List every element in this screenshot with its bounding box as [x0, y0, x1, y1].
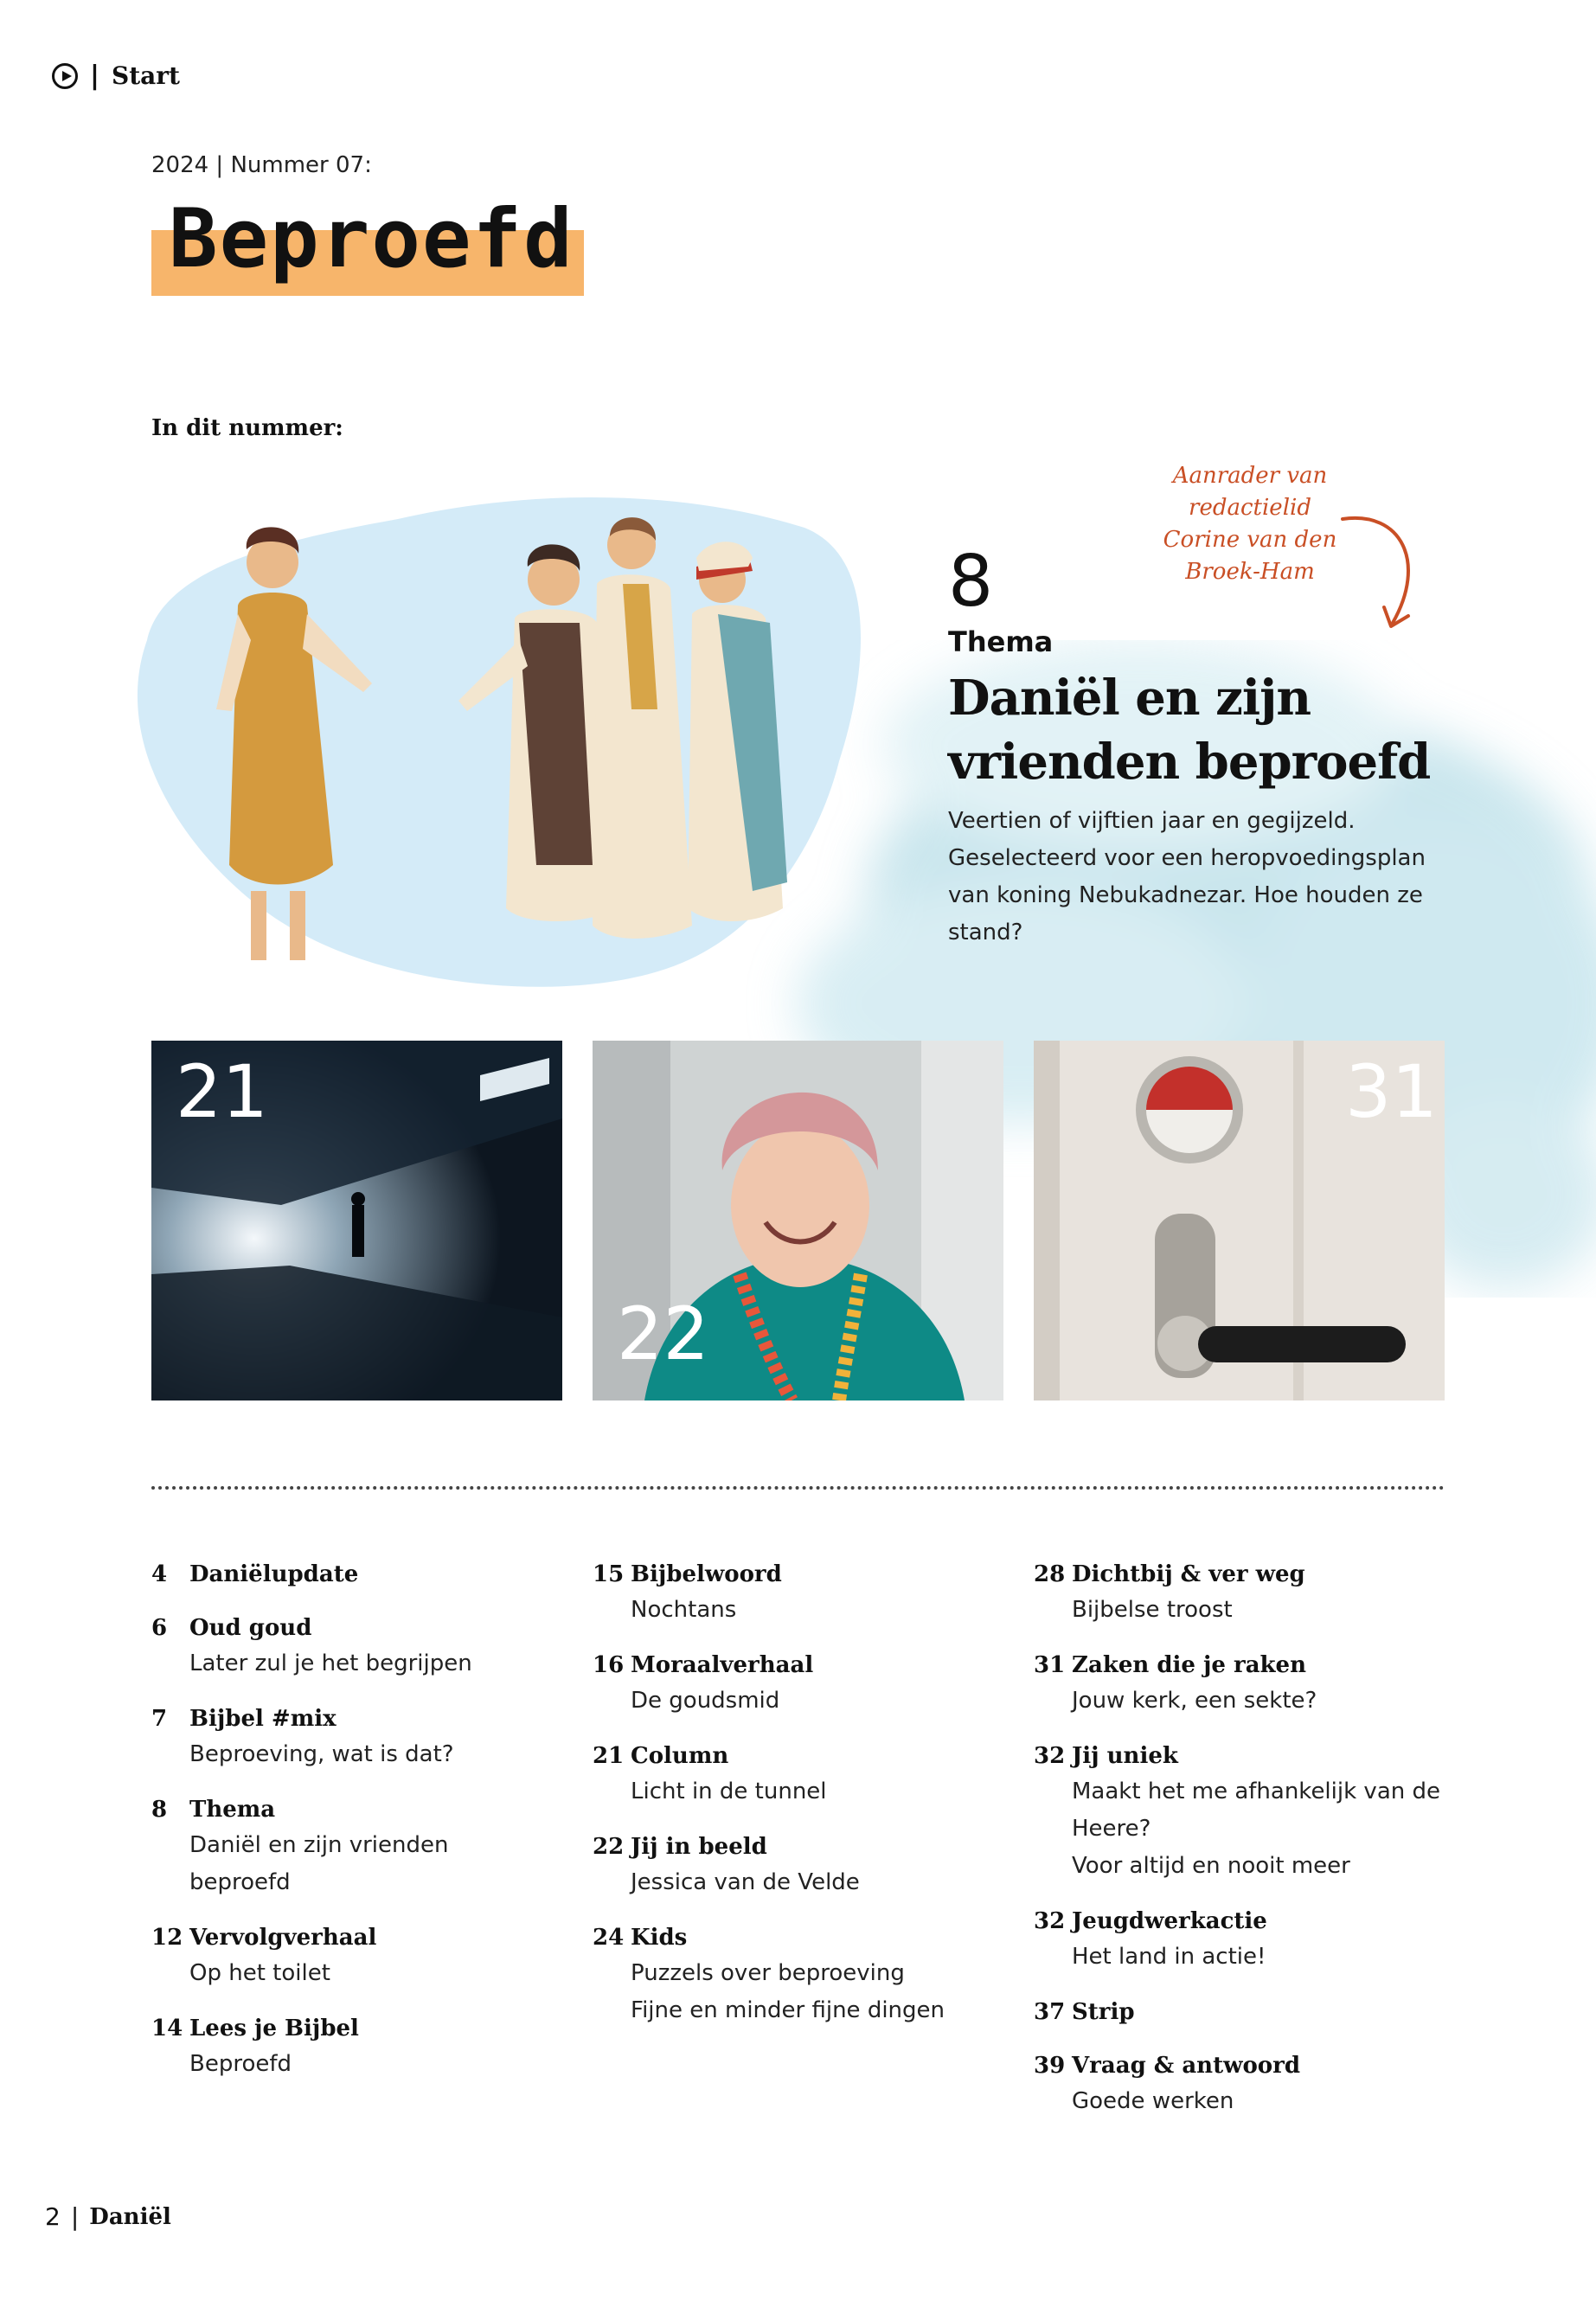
- entry-page: 21: [593, 1743, 625, 1769]
- contents-entry[interactable]: [1034, 1557, 1449, 1629]
- entry-title: Oud goud: [189, 1615, 312, 1641]
- contents-entry[interactable]: [151, 1920, 567, 1992]
- entry-page: 22: [593, 1834, 625, 1860]
- entry-subtitle: Fijne en minder fijne dingen: [631, 1997, 945, 2023]
- entry-title: Thema: [189, 1797, 276, 1823]
- entry-subtitle: Beproefd: [189, 2051, 292, 2077]
- feature-kicker: Thema: [948, 625, 1054, 658]
- contents-entry[interactable]: [151, 1611, 567, 1682]
- page-footer: [45, 2202, 171, 2231]
- entry-subtitle: Bijbelse troost: [1072, 1597, 1233, 1623]
- entry-subtitle: Het land in actie!: [1072, 1944, 1266, 1970]
- contents-entry[interactable]: [151, 1702, 567, 1773]
- contents-entry[interactable]: [1034, 1995, 1449, 2029]
- entry-page: 12: [151, 1925, 183, 1951]
- footer-separator: |: [70, 2202, 80, 2231]
- photo-tunnel[interactable]: [151, 1041, 562, 1400]
- section-label: In dit nummer:: [151, 415, 343, 441]
- entry-title: Vraag & antwoord: [1072, 2053, 1301, 2079]
- contents-entry[interactable]: [151, 1557, 567, 1592]
- contents-entry[interactable]: [593, 1648, 1008, 1720]
- contents-entry[interactable]: [1034, 1739, 1449, 1885]
- entry-title: Zaken die je raken: [1072, 1652, 1306, 1678]
- contents-entry[interactable]: [593, 1920, 1008, 2029]
- entry-subtitle: Nochtans: [631, 1597, 737, 1623]
- entry-title: Lees je Bijbel: [189, 2016, 359, 2041]
- contents-entry[interactable]: [593, 1830, 1008, 1901]
- entry-title: Column: [631, 1743, 729, 1769]
- contents-entry[interactable]: [1034, 1648, 1449, 1720]
- footer-page-number: 2: [45, 2202, 61, 2231]
- nav-separator: |: [90, 61, 99, 91]
- contents-entry[interactable]: [1034, 1904, 1449, 1976]
- entry-subtitle: Later zul je het begrijpen: [189, 1650, 472, 1676]
- entry-title: Vervolgverhaal: [189, 1925, 377, 1951]
- entry-title: Strip: [1072, 1999, 1135, 2025]
- entry-page: 37: [1034, 1999, 1066, 2025]
- entry-subtitle: Goede werken: [1072, 2088, 1234, 2114]
- photo-page-number: 21: [176, 1049, 268, 1134]
- photo-page-number: 31: [1345, 1049, 1438, 1134]
- feature-description: Veertien of vijftien jaar en gegijzeld. Geselecteerd voor een heropvoedingsplan van koning Nebukadnezar. Hoe houden ze stand?: [948, 808, 1426, 945]
- entry-title: Jij uniek: [1072, 1743, 1178, 1769]
- photo-toilet-lock[interactable]: [1034, 1041, 1445, 1400]
- entry-page: 6: [151, 1615, 168, 1641]
- recommendation-line: Aanrader van: [1172, 463, 1328, 489]
- dotted-divider: [151, 1486, 1445, 1490]
- entry-subtitle: Maakt het me afhankelijk van de: [1072, 1779, 1440, 1804]
- entry-subtitle: Puzzels over beproeving: [631, 1960, 905, 1986]
- feature-page-number: 8: [948, 541, 994, 623]
- entry-title: Kids: [631, 1925, 688, 1951]
- entry-title: Moraalverhaal: [631, 1652, 814, 1678]
- entry-page: 7: [151, 1706, 168, 1732]
- entry-title: Jij in beeld: [631, 1834, 767, 1860]
- entry-subtitle: Heere?: [1072, 1816, 1151, 1842]
- contents-column-3: [1034, 1557, 1449, 2139]
- entry-page: 32: [1034, 1908, 1066, 1934]
- contents-column-1: [151, 1557, 567, 2102]
- entry-title: Jeugdwerkactie: [1072, 1908, 1267, 1934]
- entry-title: Bijbelwoord: [631, 1561, 782, 1587]
- entry-page: 15: [593, 1561, 625, 1587]
- entry-page: 14: [151, 2016, 183, 2041]
- contents-entry[interactable]: [151, 1792, 567, 1901]
- issue-line: 2024 | Nummer 07:: [151, 152, 372, 178]
- contents-entry[interactable]: [593, 1557, 1008, 1629]
- top-nav: [52, 61, 180, 91]
- entry-subtitle: Jessica van de Velde: [631, 1869, 860, 1895]
- entry-subtitle: Op het toilet: [189, 1960, 330, 1986]
- entry-page: 39: [1034, 2053, 1066, 2079]
- entry-title: Dichtbij & ver weg: [1072, 1561, 1305, 1587]
- contents-entry[interactable]: [151, 2011, 567, 2083]
- recommendation-line: redactielid: [1189, 495, 1311, 521]
- nav-start-link[interactable]: Start: [111, 61, 180, 90]
- entry-page: 32: [1034, 1743, 1066, 1769]
- footer-magazine-name: Daniël: [89, 2203, 171, 2230]
- curved-arrow-icon: [1332, 510, 1427, 640]
- photo-portrait[interactable]: [593, 1041, 1003, 1400]
- contents-column-2: [593, 1557, 1008, 2048]
- hero-illustration: [112, 484, 865, 995]
- photo-page-number: 22: [617, 1292, 709, 1376]
- entry-title: Bijbel #mix: [189, 1706, 337, 1732]
- entry-subtitle: Voor altijd en nooit meer: [1072, 1853, 1350, 1879]
- entry-page: 28: [1034, 1561, 1066, 1587]
- entry-subtitle: Licht in de tunnel: [631, 1779, 827, 1804]
- entry-subtitle: beproefd: [189, 1869, 291, 1895]
- recommendation-line: Broek-Ham: [1185, 559, 1315, 585]
- entry-subtitle: Jouw kerk, een sekte?: [1072, 1688, 1317, 1714]
- entry-subtitle: De goudsmid: [631, 1688, 780, 1714]
- entry-title: Daniëlupdate: [189, 1561, 359, 1587]
- entry-page: 24: [593, 1925, 625, 1951]
- contents-entry[interactable]: [1034, 2048, 1449, 2120]
- entry-subtitle: Daniël en zijn vrienden: [189, 1832, 449, 1858]
- feature-title[interactable]: Daniël en zijn vrienden beproefd: [948, 670, 1431, 791]
- entry-subtitle: Beproeving, wat is dat?: [189, 1741, 454, 1767]
- entry-page: 4: [151, 1561, 168, 1587]
- entry-page: 8: [151, 1797, 168, 1823]
- issue-title: Beproefd: [169, 192, 574, 286]
- contents-entry[interactable]: [593, 1739, 1008, 1811]
- play-circle-icon[interactable]: [52, 63, 78, 89]
- recommendation-line: Corine van den: [1163, 527, 1337, 553]
- entry-page: 31: [1034, 1652, 1066, 1678]
- entry-page: 16: [593, 1652, 625, 1678]
